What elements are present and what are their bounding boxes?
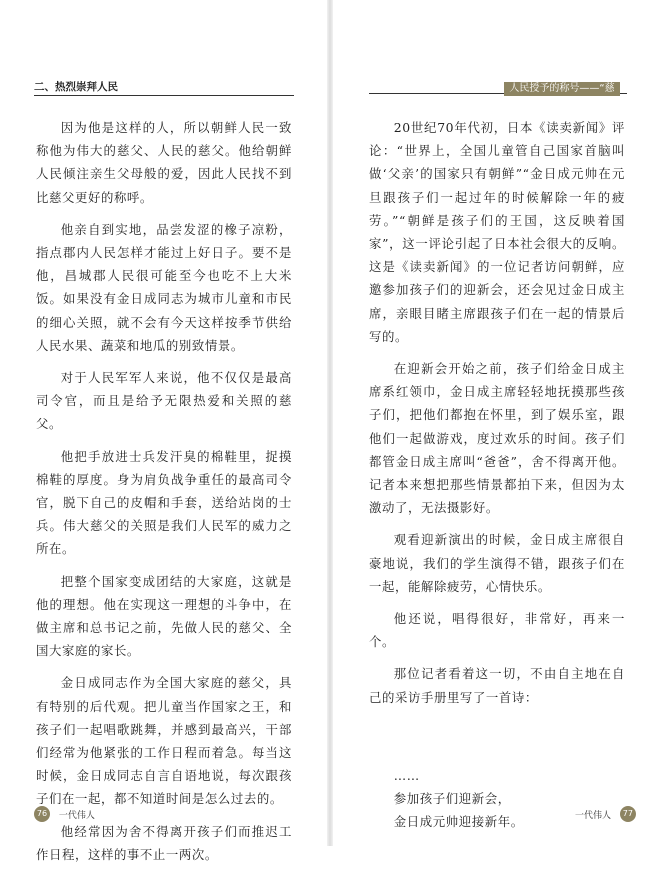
poem-line: 金日成元帅迎接新年。: [393, 814, 524, 830]
paragraph: 他亲自到实地，品尝发涩的橡子凉粉，指点郡内人民怎样才能过上好日子。要不是他，昌城郡人民很可能至今也吃不上大米饭。如果没有金日成同志为城市儿童和市民的细心关照，就不会有今天这样按季节供给人民水果、蔬菜和地瓜的别致情景。: [36, 221, 292, 353]
book-title: 一代伟人: [58, 810, 95, 821]
left-page-body: [36, 116, 292, 875]
left-page-header: [34, 81, 294, 96]
chapter-title-badge: 人民授予的称号——“慈父”: [504, 82, 620, 96]
paragraph: 他经常因为舍不得离开孩子们而推迟工作日程，这样的事不止一两次。: [36, 823, 292, 862]
page-number: 76: [34, 806, 50, 822]
left-page: [0, 0, 327, 862]
poem-line: ……: [393, 767, 420, 783]
paragraph: 观看迎新演出的时候，金日成主席很自豪地说，我们的学生演得不错，跟孩子们在一起，能解除疲劳，心情快乐。: [369, 532, 625, 594]
paragraph: 把整个国家变成团结的大家庭，这就是他的理想。他在实现这一理想的斗争中，在做主席和总书记之前，先做人民的慈父、全国大家庭的家长。: [36, 573, 292, 659]
paragraph: 在迎新会开始之前，孩子们给金日成主席系红领巾，金日成主席轻轻地抚摸那些孩子们，把他们都抱在怀里，到了娱乐室，跟他们一起做游戏，度过欢乐的时间。孩子们都管金日成主席叫“爸爸”，舍不得离开他。记者本来想把那些情景都拍下来，但因为太激动了，无法摄影好。: [369, 361, 625, 516]
right-page-footer: [569, 806, 636, 824]
right-page: [333, 0, 658, 846]
poem-line: 参加孩子们迎新会，: [393, 791, 511, 807]
paragraph: 对于人民军军人来说，他不仅仅是最高司令官，而且是给予无限热爱和关照的慈父。: [36, 370, 292, 432]
paragraph: 20世纪70年代初，日本《读卖新闻》评论：“世界上，全国儿童管自己国家首脑叫做‘父亲’的国家只有朝鲜”“金日成元帅在元旦跟孩子们一起过年的时候解除一年的疲劳。”“朝鲜是孩子们的王国，这反映着国家”，这一评论引起了日本社会很大的反响。这是《读卖新闻》的一位记者访问朝鲜，应邀参加孩子们的迎新会，还会见过金日成主席，亲眼目睹主席跟孩子们在一起的情景后写的。: [369, 120, 625, 344]
paragraph: 他还说，唱得很好，非常好，再来一个。: [369, 611, 625, 650]
right-page-body: [369, 116, 625, 833]
paragraph: 因为他是这样的人，所以朝鲜人民一致称他为伟大的慈父、人民的慈父。他给朝鲜人民倾注亲生父母般的爱，因此人民找不到比慈父更好的称呼。: [36, 120, 292, 205]
paragraph: 那位记者看着这一切，不由自主地在自己的采访手册里写了一首诗：: [369, 666, 625, 705]
paragraph: 他把手放进士兵发汗臭的棉鞋里，捉摸棉鞋的厚度。身为肩负战争重任的最高司令官，脱下自己的皮帽和手套，送给站岗的士兵。伟大慈父的关照是我们人民军的威力之所在。: [36, 448, 292, 557]
paragraph: 金日成同志作为全国大家庭的慈父，具有特别的后代观。把儿童当作国家之王，和孩子们一起唱歌跳舞，并感到最高兴，干部们经常为他紧张的工作日程而着急。每当这时候，金日成同志自言自语地说，每次跟孩子们在一起，都不知道时间是怎么过去的。: [36, 675, 292, 807]
book-title: 一代伟人: [575, 810, 612, 821]
section-title: 二、热烈崇拜人民: [34, 81, 118, 93]
poem-spacer: [369, 718, 625, 764]
left-page-footer: [34, 806, 101, 824]
page-number: 77: [620, 806, 636, 822]
